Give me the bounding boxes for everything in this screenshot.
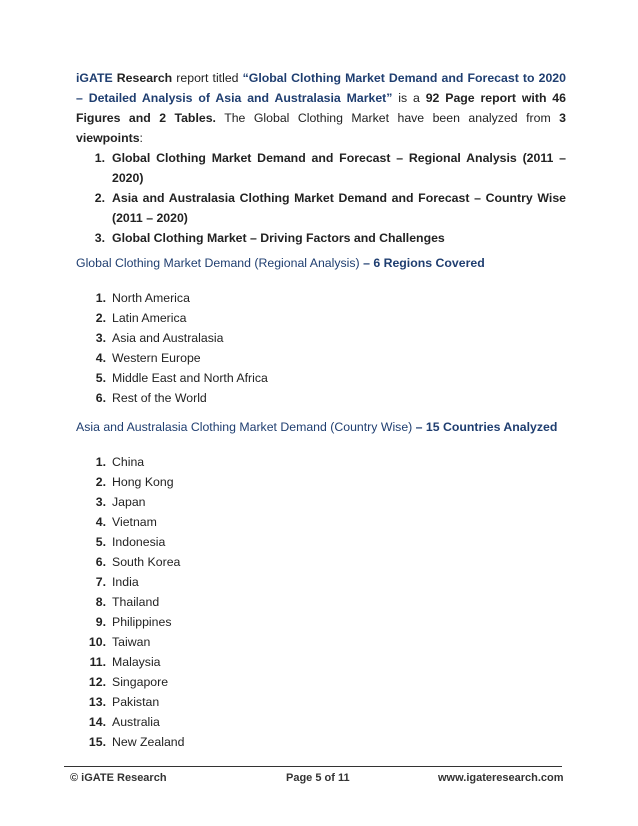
region-item [76, 288, 566, 308]
country-heading-count: – 15 Countries Analyzed [415, 420, 558, 434]
country-item [76, 612, 566, 632]
country-item [76, 652, 566, 672]
country-item [76, 532, 566, 552]
country-item-text: China [112, 455, 145, 469]
region-item [76, 348, 566, 368]
footer-page-number: Page 5 of 11 [286, 772, 350, 784]
country-item [76, 592, 566, 612]
region-item [76, 388, 566, 408]
country-item-text: Pakistan [112, 695, 160, 709]
country-item-number: 3. [95, 495, 106, 509]
country-item-number: 7. [95, 575, 106, 589]
page-content [76, 68, 566, 752]
country-item-number: 9. [95, 615, 106, 629]
country-item [76, 572, 566, 592]
intro-is-a: is a [392, 91, 426, 105]
brand-name: iGATE [76, 71, 113, 85]
country-item [76, 452, 566, 472]
country-item [76, 492, 566, 512]
region-item-text: Middle East and North Africa [112, 371, 268, 385]
region-item [76, 328, 566, 348]
country-heading [76, 420, 566, 434]
viewpoints-list [76, 148, 566, 248]
country-item-text: Hong Kong [112, 475, 174, 489]
intro-paragraph [76, 68, 566, 148]
country-item [76, 732, 566, 752]
country-item-text: Indonesia [112, 535, 166, 549]
regional-heading [76, 256, 566, 270]
country-item-text: Thailand [112, 595, 160, 609]
region-item [76, 308, 566, 328]
region-item-text: North America [112, 291, 190, 305]
country-item-number: 13. [88, 695, 106, 709]
regional-heading-text: Global Clothing Market Demand (Regional Analysis) [76, 256, 364, 270]
country-item-text: Malaysia [112, 655, 161, 669]
country-heading-text: Asia and Australasia Clothing Market Demand (Country Wise) [76, 420, 416, 434]
country-item-number: 5. [95, 535, 106, 549]
country-item-number: 2. [95, 475, 106, 489]
country-item [76, 512, 566, 532]
country-item [76, 712, 566, 732]
country-item-text: New Zealand [112, 735, 185, 749]
country-item-text: Japan [112, 495, 146, 509]
country-item-number: 15. [88, 735, 106, 749]
country-item [76, 472, 566, 492]
country-item [76, 692, 566, 712]
region-item-text: Latin America [112, 311, 187, 325]
brand-research: Research [116, 71, 173, 85]
viewpoint-item-number: 2. [94, 191, 105, 205]
analyzed-text: The Global Clothing Market have been analyzed from [224, 111, 560, 125]
viewpoint-item-number: 3. [94, 231, 105, 245]
region-item-text: Western Europe [112, 351, 201, 365]
viewpoint-item [76, 148, 566, 188]
report-pages: 92 Page report with 46 Figures and 2 Tables. [76, 91, 566, 125]
viewpoint-item [76, 188, 566, 228]
country-item-text: Vietnam [112, 515, 157, 529]
country-item-number: 11. [89, 655, 106, 669]
country-item-number: 14. [88, 715, 106, 729]
country-item-number: 8. [95, 595, 106, 609]
country-item-text: India [112, 575, 139, 589]
region-item-number: 6. [95, 391, 106, 405]
viewpoint-item-number: 1. [94, 151, 105, 165]
country-item-number: 1. [95, 455, 106, 469]
country-item-text: Australia [112, 715, 160, 729]
region-item-text: Rest of the World [112, 391, 207, 405]
country-item-text: Philippines [112, 615, 172, 629]
country-item-text: Singapore [112, 675, 169, 689]
country-item-text: Taiwan [112, 635, 151, 649]
country-item-number: 4. [95, 515, 106, 529]
viewpoints-count: 3 viewpoints [76, 111, 566, 145]
country-item-number: 12. [88, 675, 106, 689]
intro-colon: : [139, 131, 143, 145]
region-item-number: 2. [95, 311, 106, 325]
footer-divider [64, 766, 562, 767]
country-item [76, 632, 566, 652]
viewpoint-item [76, 228, 566, 248]
region-item-number: 5. [95, 371, 106, 385]
viewpoint-item-text: Asia and Australasia Clothing Market Demand and Forecast – Country Wise (2011 – 2020) [112, 191, 566, 225]
country-item-number: 10. [88, 635, 106, 649]
country-item-text: South Korea [112, 555, 181, 569]
region-item-text: Asia and Australasia [112, 331, 224, 345]
region-item-number: 3. [95, 331, 106, 345]
regional-heading-count: – 6 Regions Covered [363, 256, 485, 270]
region-item-number: 1. [95, 291, 106, 305]
report-title: “Global Clothing Market Demand and Forecast to 2020 – Detailed Analysis of Asia and Australasia Market” [76, 71, 566, 105]
intro-text: report titled [172, 71, 243, 85]
viewpoint-item-text: Global Clothing Market – Driving Factors and Challenges [112, 231, 445, 245]
region-item [76, 368, 566, 388]
country-item [76, 672, 566, 692]
region-item-number: 4. [95, 351, 106, 365]
footer-copyright: © iGATE Research [70, 772, 167, 784]
country-item [76, 552, 566, 572]
footer-website[interactable]: www.igateresearch.com [438, 772, 564, 784]
countries-list [76, 452, 566, 752]
viewpoint-item-text: Global Clothing Market Demand and Forecast – Regional Analysis (2011 – 2020) [112, 151, 566, 185]
regions-list [76, 288, 566, 408]
country-item-number: 6. [95, 555, 106, 569]
